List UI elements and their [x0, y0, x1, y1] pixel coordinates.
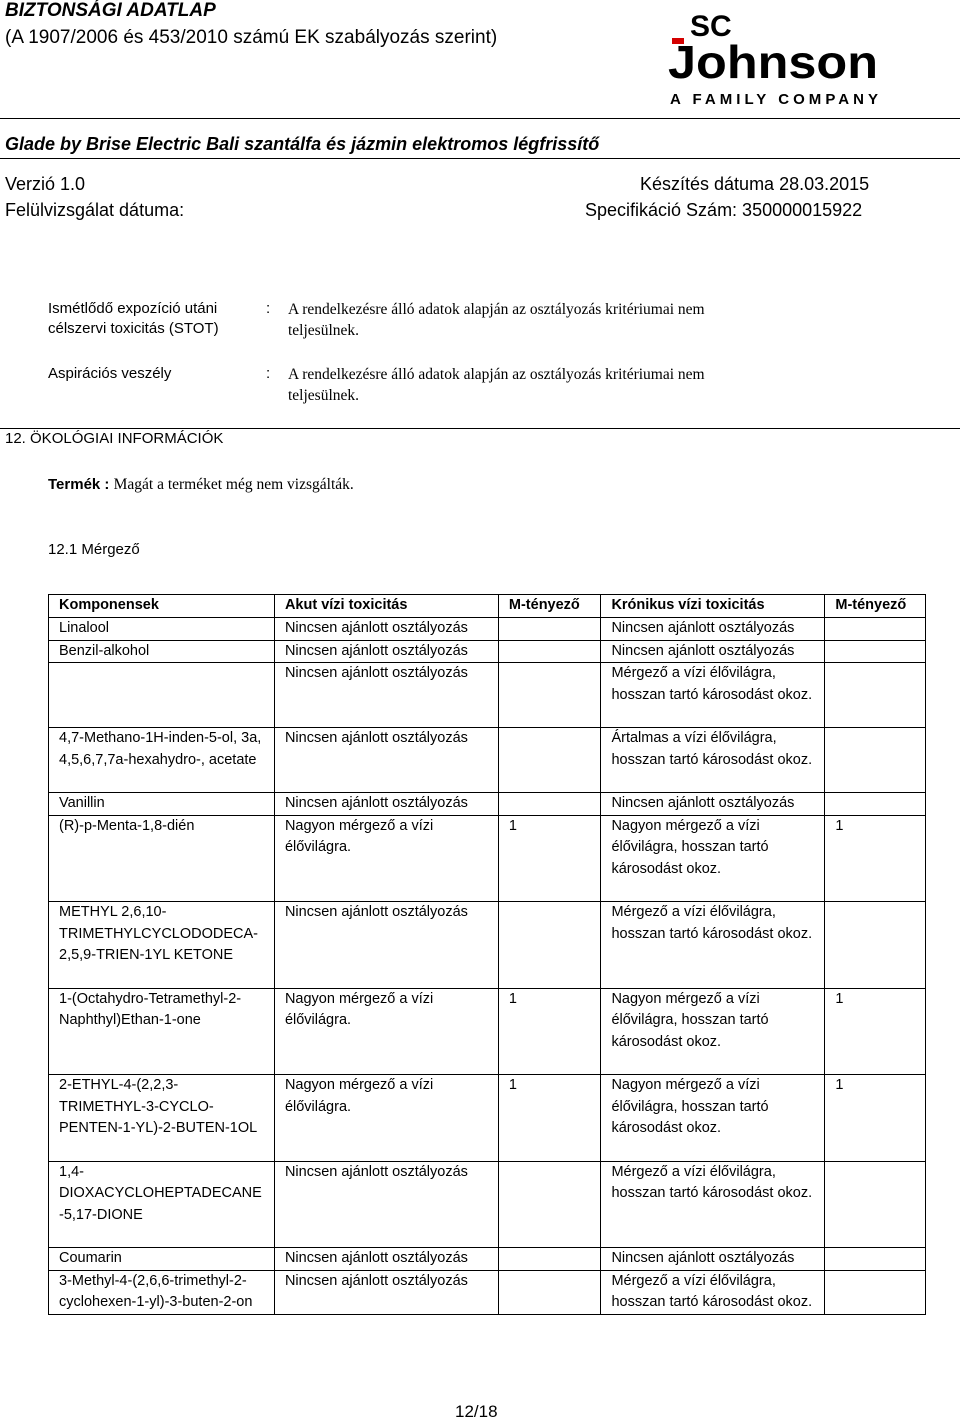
- cell-m-chronic: [825, 902, 926, 989]
- cell-m-chronic: [825, 1248, 926, 1271]
- cell-m-chronic: 1: [825, 1075, 926, 1162]
- toxicity-table: [48, 594, 926, 1315]
- cell-chronic: Mérgező a vízi élővilágra, hosszan tartó károsodást okoz.: [601, 902, 825, 989]
- header-chronic: Krónikus vízi toxicitás: [601, 595, 825, 618]
- spec-number: Specifikáció Szám: 350000015922: [585, 200, 863, 220]
- product-rule: [0, 158, 960, 159]
- header-components: Komponensek: [49, 595, 275, 618]
- cell-chronic: Ártalmas a vízi élővilágra, hosszan tartó károsodást okoz.: [601, 728, 825, 793]
- table-row: [49, 1075, 926, 1162]
- table-row: [49, 618, 926, 641]
- hazard-aspiration-label: Aspirációs veszély: [48, 365, 172, 382]
- cell-chronic: Nincsen ajánlott osztályozás: [601, 1248, 825, 1271]
- table-row: [49, 815, 926, 902]
- cell-m-acute: [498, 640, 601, 663]
- cell-chronic: Nagyon mérgező a vízi élővilágra, hosszan tartó károsodást okoz.: [601, 1075, 825, 1162]
- cell-acute: Nincsen ajánlott osztályozás: [274, 640, 498, 663]
- cell-acute: Nincsen ajánlott osztályozás: [274, 728, 498, 793]
- cell-chronic: Nagyon mérgező a vízi élővilágra, hosszan tartó károsodást okoz.: [601, 988, 825, 1075]
- cell-m-acute: 1: [498, 815, 601, 902]
- cell-m-acute: [498, 1161, 601, 1248]
- logo-johnson-text: Johnson: [668, 36, 878, 88]
- hazard-aspiration-value: A rendelkezésre álló adatok alapján az osztályozás kritériumai nem teljesülnek.: [288, 366, 705, 404]
- cell-acute: Nagyon mérgező a vízi élővilágra.: [274, 1075, 498, 1162]
- table-header-row: [49, 595, 926, 618]
- section-12-title: 12. ÖKOLÓGIAI INFORMÁCIÓK: [5, 430, 224, 447]
- cell-m-acute: [498, 1248, 601, 1271]
- cell-component: [49, 663, 275, 728]
- cell-m-chronic: [825, 618, 926, 641]
- cell-m-acute: 1: [498, 988, 601, 1075]
- cell-acute: Nagyon mérgező a vízi élővilágra.: [274, 815, 498, 902]
- page-number: 12/18: [455, 1402, 498, 1421]
- section-12-1-title: 12.1 Mérgező: [48, 541, 140, 558]
- cell-m-chronic: 1: [825, 988, 926, 1075]
- cell-acute: Nincsen ajánlott osztályozás: [274, 793, 498, 816]
- cell-acute: Nincsen ajánlott osztályozás: [274, 663, 498, 728]
- cell-chronic: Nincsen ajánlott osztályozás: [601, 640, 825, 663]
- product-test-line: [48, 474, 354, 495]
- table-row: [49, 1248, 926, 1271]
- logo-sc-text: SC: [690, 10, 732, 43]
- cell-chronic: Mérgező a vízi élővilágra, hosszan tartó károsodást okoz.: [601, 663, 825, 728]
- table-row: [49, 988, 926, 1075]
- cell-component: 1,4-DIOXACYCLOHEPTADECANE -5,17-DIONE: [49, 1161, 275, 1248]
- cell-component: 1-(Octahydro-Tetramethyl-2-Naphthyl)Ethan-1-one: [49, 988, 275, 1075]
- cell-m-acute: [498, 728, 601, 793]
- cell-m-chronic: [825, 793, 926, 816]
- cell-m-acute: [498, 618, 601, 641]
- header-acute: Akut vízi toxicitás: [274, 595, 498, 618]
- cell-m-chronic: [825, 728, 926, 793]
- table-row: [49, 793, 926, 816]
- table-row: [49, 728, 926, 793]
- cell-m-chronic: 1: [825, 815, 926, 902]
- table-row: [49, 1161, 926, 1248]
- cell-acute: Nincsen ajánlott osztályozás: [274, 1270, 498, 1314]
- cell-m-acute: [498, 793, 601, 816]
- header-m-factor-chronic: M-tényező: [825, 595, 926, 618]
- cell-component: 2-ETHYL-4-(2,2,3-TRIMETHYL-3-CYCLO-PENTEN-1-YL)-2-BUTEN-1OL: [49, 1075, 275, 1162]
- cell-m-acute: [498, 663, 601, 728]
- logo-tagline-text: A FAMILY COMPANY: [670, 91, 878, 108]
- cell-component: Benzil-alkohol: [49, 640, 275, 663]
- cell-chronic: Mérgező a vízi élővilágra, hosszan tartó károsodást okoz.: [601, 1161, 825, 1248]
- cell-component: 3-Methyl-4-(2,6,6-trimethyl-2-cyclohexen-1-yl)-3-buten-2-on: [49, 1270, 275, 1314]
- cell-acute: Nagyon mérgező a vízi élővilágra.: [274, 988, 498, 1075]
- table-row: [49, 1270, 926, 1314]
- cell-m-chronic: [825, 1161, 926, 1248]
- hazard-stot-label: Ismétlődő expozíció utáni célszervi toxicitás (STOT): [48, 300, 219, 337]
- table-row: [49, 663, 926, 728]
- cell-component: (R)-p-Menta-1,8-dién: [49, 815, 275, 902]
- product-name: Glade by Brise Electric Bali szantálfa és jázmin elektromos légfrissítő: [5, 134, 600, 154]
- cell-m-acute: 1: [498, 1075, 601, 1162]
- cell-m-chronic: [825, 1270, 926, 1314]
- header-rule: [0, 118, 960, 119]
- cell-m-acute: [498, 902, 601, 989]
- table-row: [49, 640, 926, 663]
- cell-chronic: Nincsen ajánlott osztályozás: [601, 618, 825, 641]
- cell-chronic: Mérgező a vízi élővilágra, hosszan tartó károsodást okoz.: [601, 1270, 825, 1314]
- document-title: BIZTONSÁGI ADATLAP: [5, 0, 216, 21]
- cell-m-chronic: [825, 663, 926, 728]
- cell-component: Linalool: [49, 618, 275, 641]
- cell-m-chronic: [825, 640, 926, 663]
- product-label: Termék :: [48, 476, 110, 493]
- product-test-value: Magát a terméket még nem vizsgálták.: [113, 476, 354, 493]
- version-label: Verzió 1.0: [5, 174, 86, 194]
- hazard-stot-value: A rendelkezésre álló adatok alapján az osztályozás kritériumai nem teljesülnek.: [288, 301, 705, 339]
- cell-component: Vanillin: [49, 793, 275, 816]
- header-m-factor-acute: M-tényező: [498, 595, 601, 618]
- cell-acute: Nincsen ajánlott osztályozás: [274, 902, 498, 989]
- hazard-stot-colon: :: [266, 300, 271, 317]
- revision-date: Felülvizsgálat dátuma:: [5, 200, 185, 220]
- section-rule: [0, 428, 960, 429]
- hazard-aspiration-colon: :: [266, 365, 271, 382]
- sc-johnson-logo: [668, 8, 880, 108]
- cell-chronic: Nagyon mérgező a vízi élővilágra, hosszan tartó károsodást okoz.: [601, 815, 825, 902]
- cell-acute: Nincsen ajánlott osztályozás: [274, 1248, 498, 1271]
- document-subtitle: (A 1907/2006 és 453/2010 számú EK szabályozás szerint): [5, 27, 498, 48]
- cell-component: Coumarin: [49, 1248, 275, 1271]
- prepared-date: Készítés dátuma 28.03.2015: [640, 174, 870, 194]
- cell-component: METHYL 2,6,10-TRIMETHYLCYCLODODECA-2,5,9-TRIEN-1YL KETONE: [49, 902, 275, 989]
- cell-acute: Nincsen ajánlott osztályozás: [274, 618, 498, 641]
- cell-component: 4,7-Methano-1H-inden-5-ol, 3a, 4,5,6,7,7a-hexahydro-, acetate: [49, 728, 275, 793]
- cell-m-acute: [498, 1270, 601, 1314]
- cell-chronic: Nincsen ajánlott osztályozás: [601, 793, 825, 816]
- cell-acute: Nincsen ajánlott osztályozás: [274, 1161, 498, 1248]
- table-row: [49, 902, 926, 989]
